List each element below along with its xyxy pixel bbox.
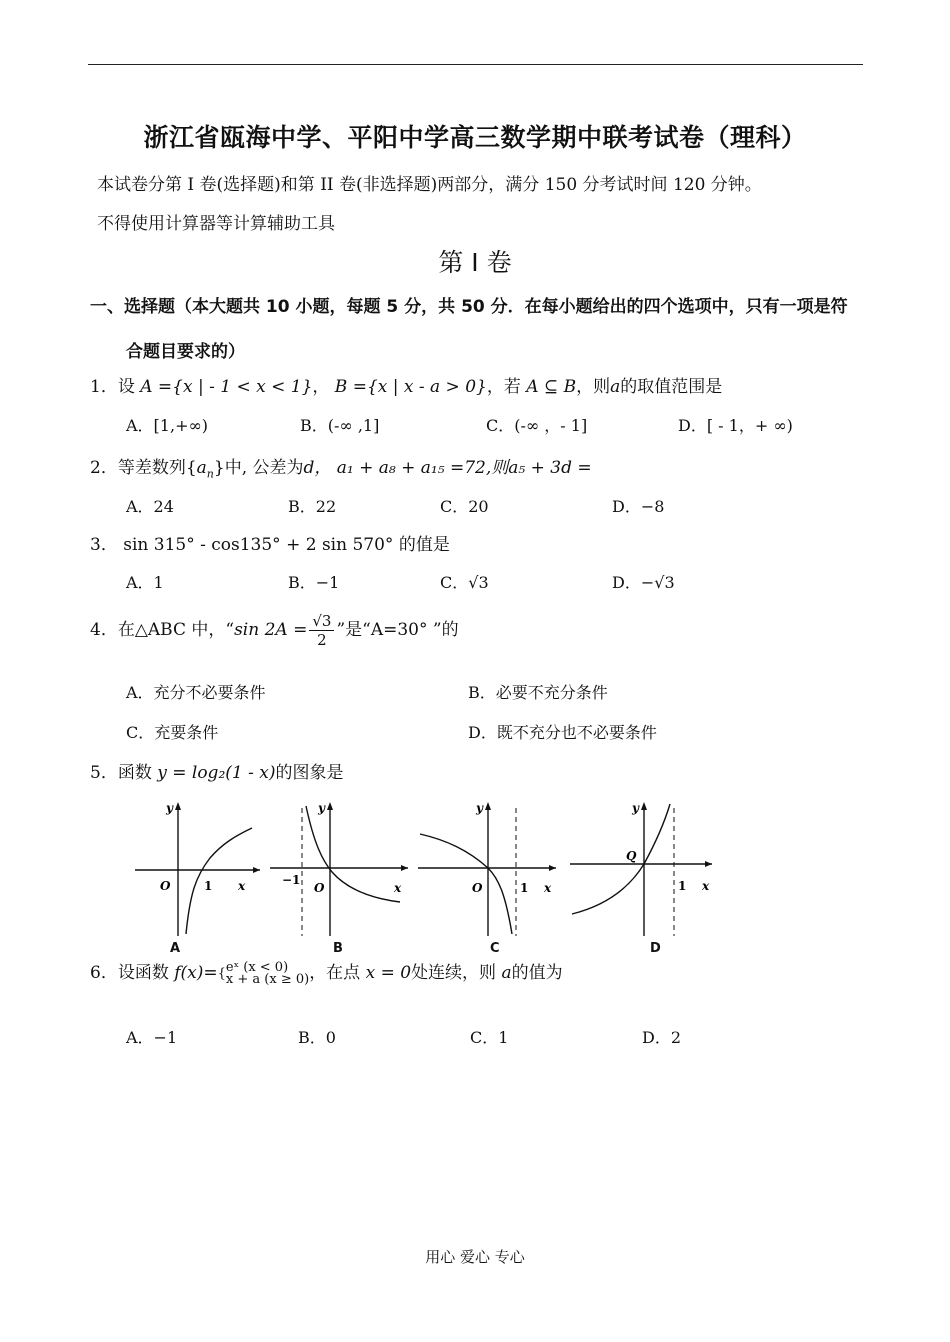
- graph-c-x-label: x: [544, 881, 552, 895]
- graph-d-x-label: x: [702, 879, 710, 893]
- intro-line-1: 本试卷分第 I 卷(选择题)和第 II 卷(非选择题)两部分，满分 150 分考试时间 120 分钟。: [97, 175, 762, 195]
- q3-option-c: C．√3: [440, 573, 489, 592]
- graph-c-label: C: [490, 941, 500, 956]
- question-4: [90, 612, 459, 649]
- q4-option-d: D．既不充分也不必要条件: [468, 723, 657, 742]
- graph-b-origin: O: [314, 881, 325, 895]
- q6-option-d: D．2: [642, 1028, 682, 1047]
- q6-mid: ，在点: [309, 963, 366, 983]
- q4-option-a: A．充分不必要条件: [126, 683, 266, 702]
- q3-expr: sin 315° - cos135° + 2 sin 570°: [123, 535, 394, 555]
- q2-option-b: B．22: [288, 497, 337, 516]
- q3-sqrt-d: √3: [654, 573, 675, 592]
- question-2: [90, 453, 592, 480]
- graph-a-one: 1: [204, 879, 213, 893]
- q6-fx: f(x)=: [174, 963, 218, 983]
- q6-prefix: 6．设函数: [90, 963, 175, 983]
- q6-end: 的值为: [511, 963, 563, 983]
- q6-var: a: [501, 963, 512, 983]
- q1-var: a: [610, 377, 621, 397]
- q1-subset: A ⊆ B: [526, 377, 577, 397]
- graph-b: [268, 798, 413, 938]
- q1-set-b: B ={x | x - a > 0}: [334, 377, 487, 397]
- q4-option-c: C．充要条件: [126, 723, 219, 742]
- q2-option-a: A．24: [126, 497, 174, 516]
- graph-c: [416, 798, 561, 938]
- q5-expr: y = log₂(1 - x): [157, 763, 276, 783]
- q4-expr: sin 2A =: [234, 620, 308, 640]
- top-rule: [88, 64, 863, 65]
- q1-option-b: B．(-∞ ,1]: [300, 416, 380, 435]
- q3-sqrt-c: √3: [468, 573, 489, 592]
- graph-a: [130, 798, 265, 938]
- q3-tail: 的值是: [393, 535, 450, 555]
- q1-ask: ，则: [576, 377, 611, 397]
- q2-d: d: [303, 458, 315, 478]
- graph-c-origin: O: [472, 881, 483, 895]
- q1-sep: ，: [312, 377, 330, 397]
- q2-prefix: 2．等差数列{: [90, 458, 197, 478]
- q3-number: 3．: [90, 535, 118, 555]
- q4-prefix: 4．在△ABC 中，“: [90, 620, 235, 640]
- q1-cond: ，若: [486, 377, 527, 397]
- q2-expr: ， a₁ + a₈ + a₁₅ =72,则a₅ + 3d =: [314, 458, 592, 478]
- q4-fraction-den: 2: [317, 631, 327, 649]
- graph-a-origin: O: [160, 879, 171, 893]
- page-title: 浙江省瓯海中学、平阳中学高三数学期中联考试卷（理科）: [143, 123, 807, 152]
- q4-option-b: B．必要不充分条件: [468, 683, 608, 702]
- q2-option-d: D．−8: [612, 497, 665, 516]
- graph-d-one: 1: [678, 879, 687, 893]
- graph-b-x-label: x: [394, 881, 402, 895]
- q2-seq: a: [196, 458, 207, 478]
- q6-option-b: B．0: [298, 1028, 336, 1047]
- graph-b-label: B: [333, 941, 343, 956]
- q4-fraction: [309, 612, 334, 649]
- graph-d-y-label: y: [632, 801, 639, 815]
- q3-option-d: D．−√3: [612, 573, 675, 592]
- graph-b-minus-one: −1: [282, 873, 301, 887]
- q1-option-c: C．(-∞ ，- 1]: [486, 416, 588, 435]
- q1-number: 1．设: [90, 377, 135, 397]
- question-5: [90, 758, 343, 783]
- graph-a-x-label: x: [238, 879, 246, 893]
- graph-d-origin: Q: [626, 849, 637, 863]
- q4-fraction-num: √3: [309, 612, 334, 631]
- part1-heading-line2: 合题目要求的）: [126, 342, 245, 362]
- q4-tail: ”是“A=30° ”的: [336, 620, 459, 640]
- q6-piecewise: { eˣ (x < 0) x + a (x ≥ 0): [217, 959, 310, 987]
- q1-tail: 的取值范围是: [620, 377, 723, 397]
- q6-case-1: eˣ (x < 0): [225, 959, 289, 975]
- graph-a-label: A: [170, 941, 181, 956]
- q6-point: x = 0: [365, 963, 412, 983]
- q2-mid: }中, 公差为: [213, 458, 304, 478]
- q6-tail: 处连续，则: [411, 963, 502, 983]
- q2-option-c: C．20: [440, 497, 489, 516]
- graph-c-one: 1: [520, 881, 529, 895]
- question-3: [90, 530, 450, 555]
- graph-d: [568, 798, 718, 938]
- intro-line-2: 不得使用计算器等计算辅助工具: [97, 214, 335, 234]
- page-footer: 用心 爱心 专心: [425, 1248, 525, 1266]
- graph-b-y-label: y: [318, 801, 325, 815]
- q2-seq-sub: n: [206, 467, 214, 481]
- graph-c-y-label: y: [476, 801, 483, 815]
- q6-option-c: C．1: [470, 1028, 509, 1047]
- q5-tail: 的图象是: [275, 763, 344, 783]
- section-title: 第 I 卷: [438, 248, 512, 277]
- q6-option-a: A．−1: [126, 1028, 178, 1047]
- q1-set-a: A ={x | - 1 < x < 1}: [140, 377, 313, 397]
- q1-option-a: A．[1,+∞): [126, 416, 209, 435]
- question-1: [90, 372, 722, 397]
- graph-a-y-label: y: [166, 801, 173, 815]
- q3-option-b: B．−1: [288, 573, 340, 592]
- graph-d-label: D: [650, 941, 661, 956]
- q3-option-a: A．1: [126, 573, 164, 592]
- q6-case-2: x + a (x ≥ 0): [225, 971, 310, 987]
- question-6: [90, 958, 563, 986]
- q5-prefix: 5．函数: [90, 763, 158, 783]
- q1-option-d: D．[ - 1，+ ∞): [678, 416, 793, 435]
- part1-heading-line1: 一、选择题（本大题共 10 小题，每题 5 分，共 50 分．在每小题给出的四个选项中，只有一项是符: [90, 297, 848, 317]
